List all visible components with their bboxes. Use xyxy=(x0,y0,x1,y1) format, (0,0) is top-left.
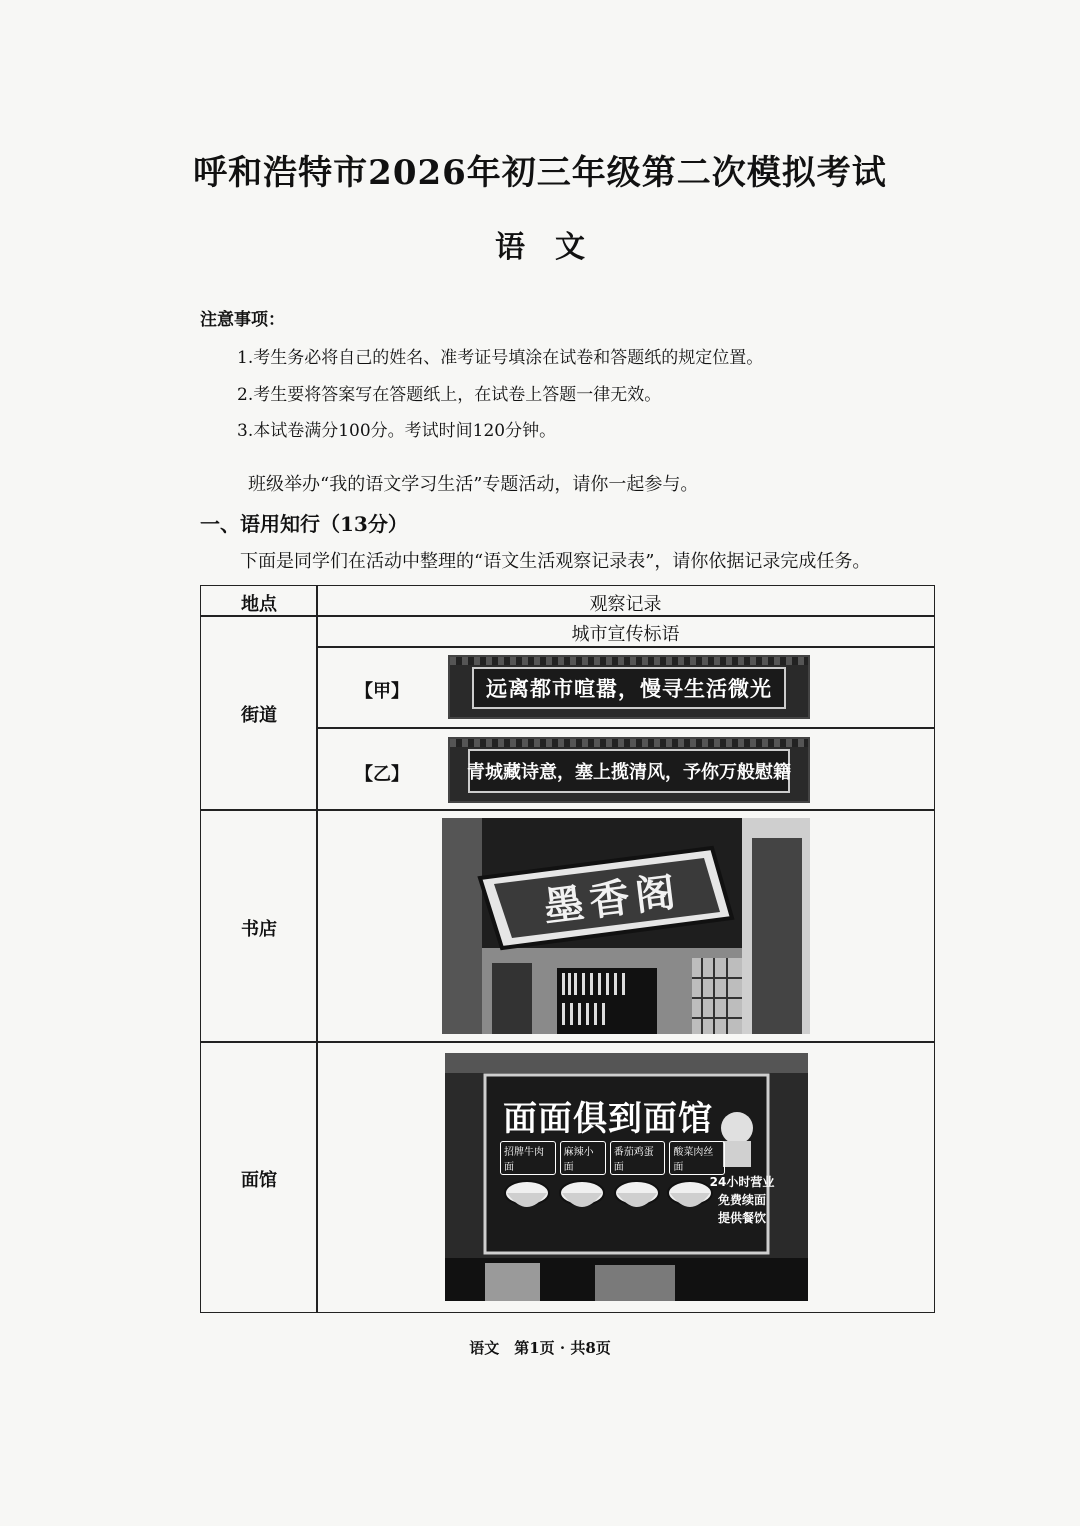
slogan-label-jia: 【甲】 xyxy=(355,681,409,702)
side-text: 免费续面 xyxy=(717,1193,766,1207)
place-street: 街道 xyxy=(241,705,277,726)
place-bookstore: 书店 xyxy=(241,919,277,940)
subject-title: 语文 xyxy=(495,230,615,265)
menu-item: 招牌牛肉面 xyxy=(500,1141,556,1175)
slogan-text-jia: 远离都市喧嚣，慢寻生活微光 xyxy=(486,677,772,701)
noodle-shop-photo xyxy=(445,1053,808,1301)
page-footer: 语文 第1页 · 共8页 xyxy=(469,1339,611,1357)
col-header-record: 观察记录 xyxy=(589,594,662,615)
side-text: 提供餐饮 xyxy=(717,1211,766,1225)
slogan-text-yi: 青城藏诗意，塞上揽清风，予你万般慰籍 xyxy=(467,762,791,783)
notice-heading: 注意事项： xyxy=(200,310,285,330)
menu-item: 番茄鸡蛋面 xyxy=(610,1141,666,1175)
side-text: 24小时营业 xyxy=(709,1175,775,1189)
slogan-banner-yi xyxy=(448,737,810,803)
task-intro: 下面是同学们在活动中整理的“语文生活观察记录表”，请你依据记录完成任务。 xyxy=(240,551,871,572)
notice-item: 3.本试卷满分100分。考试时间120分钟。 xyxy=(237,421,557,441)
slogan-label-yi: 【乙】 xyxy=(355,764,409,785)
activity-intro: 班级举办“我的语文学习生活”专题活动，请你一起参与。 xyxy=(248,474,699,495)
place-noodle: 面馆 xyxy=(241,1170,277,1191)
notice-item: 1.考生务必将自己的姓名、准考证号填涂在试卷和答题纸的规定位置。 xyxy=(237,348,764,368)
menu-item: 酸菜肉丝面 xyxy=(669,1141,725,1175)
noodle-sign-text: 面面俱到面馆 xyxy=(503,1099,713,1139)
col-header-place: 地点 xyxy=(241,594,277,615)
slogan-caption: 城市宣传标语 xyxy=(571,624,680,645)
section-heading: 一、语用知行（13分） xyxy=(200,512,408,536)
slogan-banner-jia xyxy=(448,655,810,719)
bookstore-sign-text: 墨香阁 xyxy=(541,867,684,931)
exam-title: 呼和浩特市2026年初三年级第二次模拟考试 xyxy=(193,153,887,193)
notice-item: 2.考生要将答案写在答题纸上，在试卷上答题一律无效。 xyxy=(237,385,662,405)
bookstore-photo xyxy=(442,818,810,1034)
menu-item: 麻辣小面 xyxy=(560,1141,606,1175)
observation-table xyxy=(200,585,935,1313)
